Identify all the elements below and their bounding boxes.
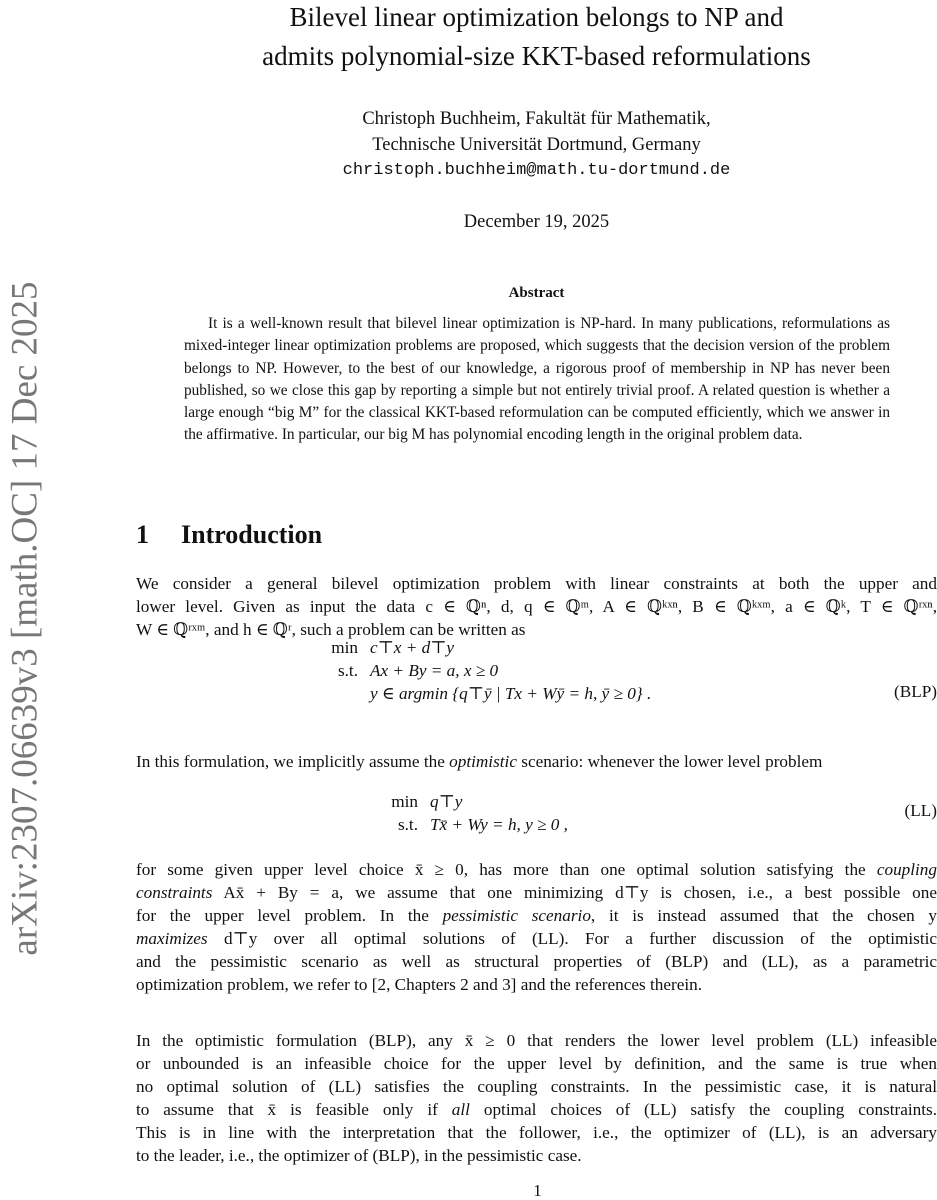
paragraph-intro (136, 572, 937, 641)
text-segment: and the pessimistic scenario as well as structural properties of (BLP) and (LL), as a parametric (136, 952, 937, 971)
author-block (136, 106, 937, 184)
text-line: W ∈ ℚʳˣᵐ, and h ∈ ℚʳ, such a problem can be written as (136, 620, 526, 639)
equation-expression: y ∈ argmin {q⊤ȳ | Tx + Wȳ = h, ȳ ≥ 0} . (370, 684, 652, 703)
text-line (136, 881, 937, 904)
text-segment: , it is instead assumed that the chosen y (590, 906, 937, 925)
emphasized-text: maximizes (136, 929, 208, 948)
paragraph-scenarios (136, 858, 937, 996)
text-line (136, 1075, 937, 1098)
equation-row (290, 636, 651, 659)
text-segment: no optimal solution of (LL) satisfies the coupling constraints. In the pessimistic case, it is natural (136, 1077, 937, 1096)
equation-expression: q⊤y (430, 792, 463, 811)
emphasized-text: coupling (876, 860, 937, 879)
equation-row (350, 790, 568, 813)
author-email[interactable]: christoph.buchheim@math.tu-dortmund.de (342, 161, 731, 180)
emphasized-text: all (451, 1100, 470, 1119)
author-line: Christoph Buchheim, Fakultät für Mathematik, (362, 109, 711, 129)
section-number: 1 (136, 520, 149, 549)
equation-expression: Ax + By = a, x ≥ 0 (370, 661, 499, 680)
author-affiliation: Technische Universität Dortmund, Germany (372, 135, 701, 155)
text-line (136, 750, 937, 773)
text-segment: for the upper level problem. In the (136, 906, 443, 925)
equation-operator: min (331, 638, 358, 657)
text-segment: Ax̄ + By = a, we assume that one minimizing d⊤y is chosen, i.e., a best possible one (212, 883, 937, 902)
text-segment: to assume that x̄ is feasible only if (136, 1100, 452, 1119)
equation-ll (350, 790, 568, 836)
text-line: We consider a general bilevel optimization problem with linear constraints at both the upper and (136, 574, 937, 593)
equation-operator: s.t. (397, 815, 418, 834)
title-line: Bilevel linear optimization belongs to NP and (289, 2, 784, 32)
equation-expression: c⊤x + d⊤y (370, 638, 454, 657)
text-segment: optimization problem, we refer to [2, Chapters 2 and 3] and the references therein. (136, 975, 703, 994)
text-line (136, 973, 937, 996)
page-number: 1 (533, 1181, 542, 1200)
emphasized-text: constraints (136, 883, 213, 902)
equation-row (290, 682, 651, 705)
text-line: lower level. Given as input the data c ∈ ℚⁿ, d, q ∈ ℚᵐ, A ∈ ℚᵏˣⁿ, B ∈ ℚᵏˣᵐ, a ∈ ℚᵏ, T ∈ ℚʳˣⁿ, (136, 597, 937, 616)
equation-operator (290, 682, 370, 705)
equation-operator: min (391, 792, 418, 811)
paper-date: December 19, 2025 (463, 212, 610, 232)
text-line (136, 858, 937, 881)
abstract-paragraph: It is a well-known result that bilevel linear optimization is NP-hard. In many publications, reformulations as mixed-integer linear optimization problems are proposed, which suggests that the decision version of the problem belongs to NP. However, to the best of our knowledge, a rigorous proof of membership in NP has never been published, so we close this gap by reporting a simple but not entirely trivial proof. A related question is whether a large enough “big M” for the classical KKT-based reformulation can be computed efficiently, which we answer in the affirmative. In particular, our big M has polynomial encoding length in the original problem data. (184, 315, 890, 444)
text-segment: to the leader, i.e., the optimizer of (BLP), in the pessimistic case. (136, 1146, 582, 1165)
equation-row (350, 813, 568, 836)
text-line (136, 1144, 937, 1167)
emphasized-text: pessimistic scenario (442, 906, 591, 925)
text-line (136, 904, 937, 927)
equation-blp (290, 636, 651, 705)
text-line (136, 1121, 937, 1144)
equation-expression: Tx̄ + Wy = h, y ≥ 0 , (430, 815, 568, 834)
text-segment: scenario: whenever the lower level problem (516, 752, 823, 771)
text-segment: optimal choices of (LL) satisfy the coupling constraints. (469, 1100, 937, 1119)
arxiv-stamp: arXiv:2307.06639v3 [math.OC] 17 Dec 2025 (4, 281, 46, 956)
section-heading (136, 520, 322, 550)
text-segment: In this formulation, we implicitly assume the (136, 752, 450, 771)
text-segment: for some given upper level choice x̄ ≥ 0, has more than one optimal solution satisfying the (136, 860, 877, 879)
paragraph-pessimistic (136, 1029, 937, 1167)
text-segment: or unbounded is an infeasible choice for the upper level by definition, and the same is true when (136, 1054, 937, 1073)
equation-tag-blp: (BLP) (894, 682, 937, 701)
equation-tag-ll: (LL) (904, 801, 937, 820)
title-line: admits polynomial-size KKT-based reformulations (262, 41, 811, 71)
text-segment: d⊤y over all optimal solutions of (LL). For a further discussion of the optimistic (207, 929, 937, 948)
text-line (136, 1052, 937, 1075)
text-line (136, 927, 937, 950)
text-line (136, 950, 937, 973)
text-segment: In the optimistic formulation (BLP), any x̄ ≥ 0 that renders the lower level problem (LL) infeasible (136, 1031, 937, 1050)
paragraph-optimistic (136, 750, 937, 773)
equation-operator: s.t. (337, 661, 358, 680)
section-title: Introduction (181, 520, 323, 549)
text-segment: This is in line with the interpretation that the follower, i.e., the optimizer of (LL), is an adversary (136, 1123, 937, 1142)
emphasized-text: optimistic (449, 752, 517, 771)
text-line (136, 1098, 937, 1121)
paper-title (136, 0, 937, 76)
text-line (136, 1029, 937, 1052)
abstract-heading: Abstract (508, 285, 565, 301)
abstract-text (184, 313, 890, 447)
equation-row (290, 659, 651, 682)
